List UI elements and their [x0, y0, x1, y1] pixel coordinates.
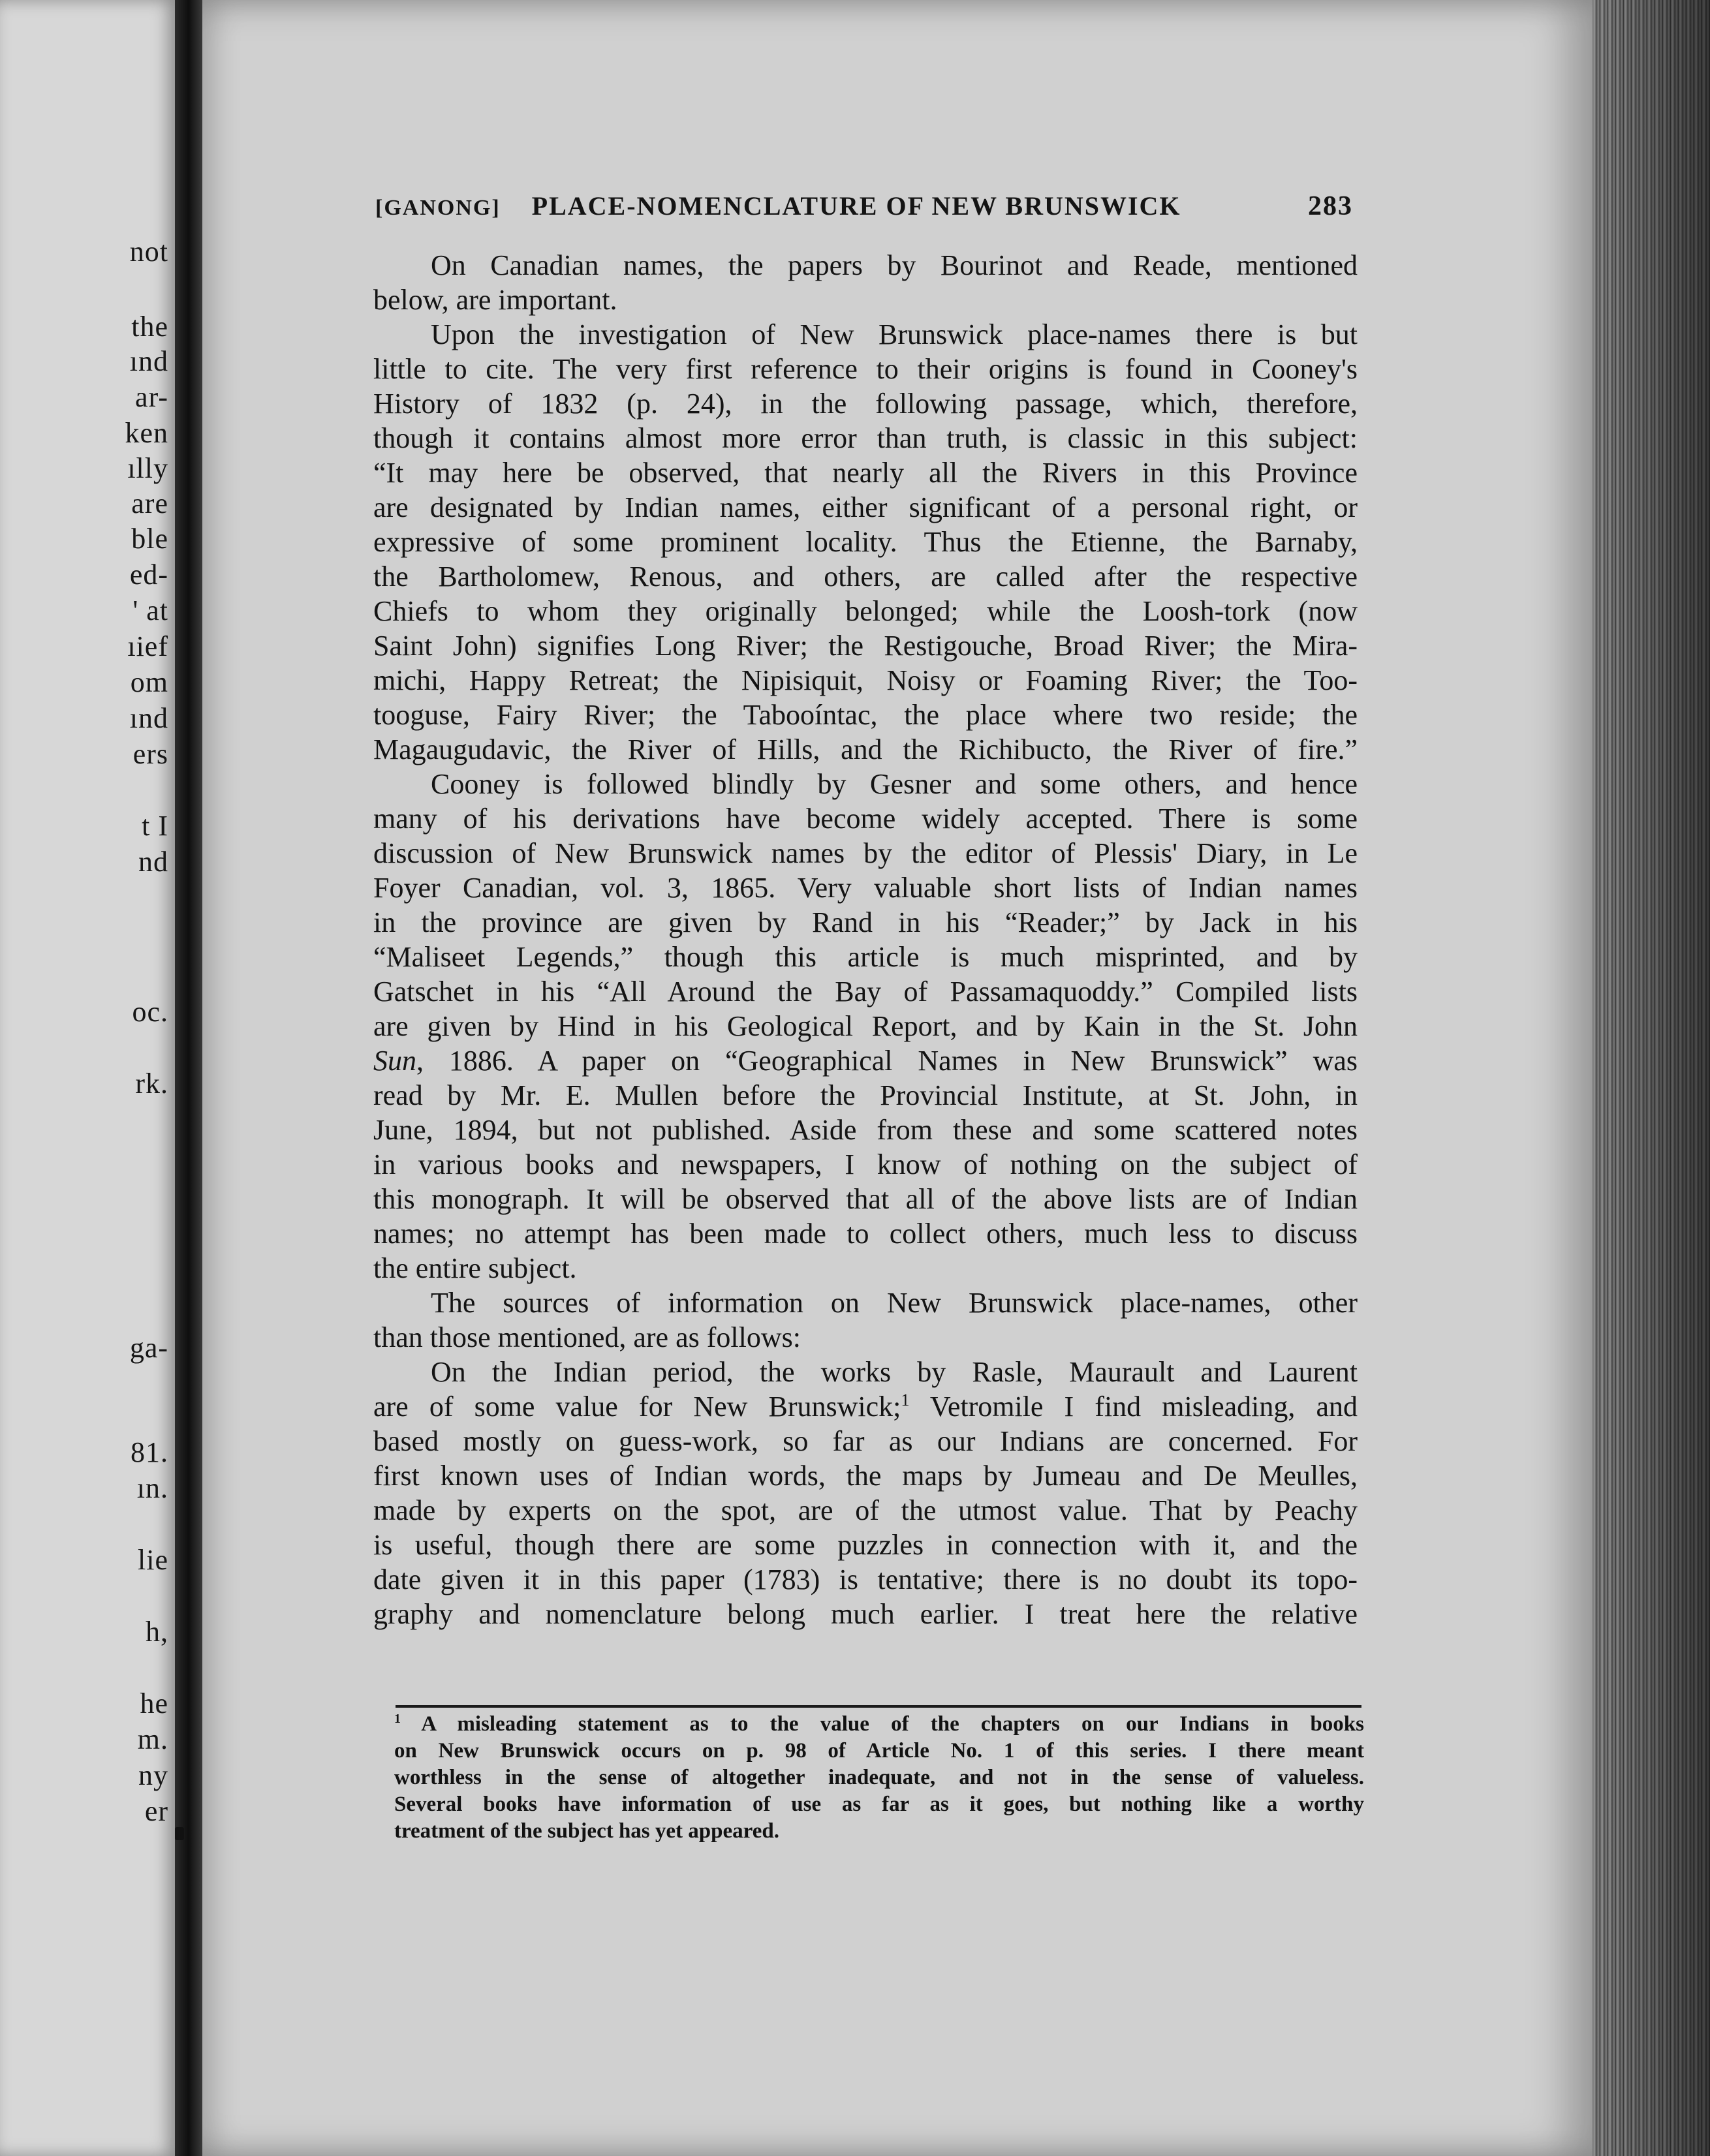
text-line: Saint John) signifies Long River; the Restigouche, Broad River; the Mira-: [373, 630, 1358, 662]
text-line: are given by Hind in his Geological Report, and by Kain in the St. John: [373, 1010, 1358, 1042]
text-line: first known uses of Indian words, the maps by Jumeau and De Meulles,: [373, 1460, 1358, 1492]
text-line: On Canadian names, the papers by Bourinot and Reade, mentioned: [431, 249, 1358, 281]
left-page-fragment: ınd: [129, 345, 168, 377]
text-line: this monograph. It will be observed that all of the above lists are of Indian: [373, 1183, 1358, 1215]
left-page-fragment: ıief: [127, 630, 168, 662]
text-line: “It may here be observed, that nearly all the Rivers in this Province: [373, 457, 1358, 489]
left-facing-page: [0, 0, 175, 2156]
left-page-fragment: not: [129, 236, 168, 268]
left-page-fragment: m.: [137, 1723, 168, 1755]
text-line: made by experts on the spot, are of the utmost value. That by Peachy: [373, 1494, 1358, 1526]
left-page-fragment: are: [131, 487, 168, 519]
text-line: based mostly on guess-work, so far as our Indians are concerned. For: [373, 1425, 1358, 1457]
left-page-fragment: lie: [138, 1544, 168, 1576]
footnote-divider: [396, 1705, 1361, 1708]
left-page-fragment: ga-: [129, 1332, 168, 1364]
left-page-fragment: t I: [142, 810, 168, 842]
left-page-fragment: om: [130, 666, 168, 698]
text-line: the entire subject.: [373, 1252, 577, 1284]
text-line: Sun, 1886. A paper on “Geographical Names in New Brunswick” was: [373, 1045, 1358, 1077]
text-line: tooguse, Fairy River; the Tabooíntac, the place where two reside; the: [373, 699, 1358, 731]
text-line-with-note: [373, 1389, 1358, 1424]
text-segment: are of some value for New Brunswick;: [373, 1391, 901, 1423]
text-line: is useful, though there are some puzzles in connection with it, and the: [373, 1529, 1358, 1561]
text-line: Magaugudavic, the River of Hills, and the Richibucto, the River of fire.”: [373, 733, 1358, 765]
text-line: June, 1894, but not published. Aside from these and some scattered notes: [373, 1114, 1358, 1146]
text-line: than those mentioned, are as follows:: [373, 1321, 801, 1353]
left-page-fragment: ble: [131, 523, 168, 555]
text-line: graphy and nomenclature belong much earlier. I treat here the relative: [373, 1598, 1358, 1630]
text-line: The sources of information on New Brunswick place-names, other: [431, 1287, 1358, 1319]
text-line: Gatschet in his “All Around the Bay of Passamaquoddy.” Compiled lists: [373, 976, 1358, 1008]
footnote: [394, 1711, 1364, 1845]
text-line: though it contains almost more error than truth, is classic in this subject:: [373, 422, 1358, 454]
binding-mark: [175, 1827, 184, 1840]
left-page-fragment: 81.: [131, 1436, 168, 1468]
page-edges: [1593, 0, 1710, 2156]
text-line: names; no attempt has been made to collect others, much less to discuss: [373, 1218, 1358, 1250]
text-segment: Vetromile I find misleading, and: [929, 1391, 1358, 1423]
text-line: read by Mr. E. Mullen before the Provincial Institute, at St. John, in: [373, 1079, 1358, 1111]
footnote-line: on New Brunswick occurs on p. 98 of Article No. 1 of this series. I there meant: [394, 1739, 1364, 1763]
left-page-fragment: ed-: [129, 559, 168, 591]
footnote-line: [394, 1711, 1364, 1738]
footnote-line: worthless in the sense of altogether inadequate, and not in the sense of valueless.: [394, 1766, 1364, 1789]
text-line: “Maliseet Legends,” though this article is much misprinted, and by: [373, 941, 1358, 973]
left-page-fragment: ılly: [127, 452, 168, 484]
running-head-author: [GANONG]: [375, 196, 501, 220]
text-line: little to cite. The very first reference to their origins is found in Cooney's: [373, 353, 1358, 385]
left-page-fragment: er: [144, 1795, 168, 1827]
left-page-fragment: ınd: [129, 702, 168, 734]
text-line: in the province are given by Rand in his “Reader;” by Jack in his: [373, 906, 1358, 938]
body-text: [373, 248, 1358, 1631]
text-line: Upon the investigation of New Brunswick place-names there is but: [431, 318, 1358, 350]
running-head-title: PLACE-NOMENCLATURE OF NEW BRUNSWICK: [531, 191, 1181, 221]
text-line: are designated by Indian names, either significant of a personal right, or: [373, 491, 1358, 523]
left-page-fragment: the: [131, 311, 168, 343]
left-page-fragment: h,: [146, 1616, 168, 1648]
left-page-fragment: ' at: [132, 594, 168, 626]
left-page-fragment: oc.: [132, 996, 168, 1028]
footnote-text: A misleading statement as to the value of the chapters on our Indians in books: [421, 1712, 1364, 1736]
text-line: date given it in this paper (1783) is tentative; there is no doubt its topo-: [373, 1563, 1358, 1595]
running-head: [375, 191, 1353, 230]
footnote-line: Several books have information of use as far as it goes, but nothing like a worthy: [394, 1793, 1364, 1816]
text-line: Chiefs to whom they originally belonged; while the Loosh-tork (now: [373, 595, 1358, 627]
left-page-fragment: ny: [138, 1759, 168, 1791]
left-page-fragment: nd: [138, 846, 168, 878]
left-page-fragment: ın.: [136, 1472, 168, 1504]
page-number: 283: [1308, 191, 1353, 221]
footnote-marker: 1: [394, 1712, 401, 1727]
footnote-line: treatment of the subject has yet appeared.: [394, 1819, 779, 1843]
left-page-fragment: he: [140, 1687, 168, 1719]
text-line: many of his derivations have become widely accepted. There is some: [373, 803, 1358, 835]
text-line: michi, Happy Retreat; the Nipisiquit, Noisy or Foaming River; the Too-: [373, 664, 1358, 696]
left-page-fragment: ar-: [135, 381, 168, 413]
text-line: below, are important.: [373, 284, 617, 316]
text-line: History of 1832 (p. 24), in the following passage, which, therefore,: [373, 388, 1358, 420]
text-line: the Bartholomew, Renous, and others, are called after the respective: [373, 561, 1358, 593]
text-line: Cooney is followed blindly by Gesner and some others, and hence: [431, 768, 1358, 800]
text-line: in various books and newspapers, I know of nothing on the subject of: [373, 1148, 1358, 1180]
text-line: expressive of some prominent locality. Thus the Etienne, the Barnaby,: [373, 526, 1358, 558]
left-page-fragment: rk.: [135, 1068, 168, 1100]
text-line: On the Indian period, the works by Rasle, Maurault and Laurent: [431, 1356, 1358, 1388]
left-page-fragment: ers: [132, 738, 168, 770]
footnote-reference: 1: [901, 1390, 910, 1410]
text-line: discussion of New Brunswick names by the editor of Plessis' Diary, in Le: [373, 837, 1358, 869]
left-page-fragment: ken: [125, 417, 168, 449]
text-line: Foyer Canadian, vol. 3, 1865. Very valuable short lists of Indian names: [373, 872, 1358, 904]
